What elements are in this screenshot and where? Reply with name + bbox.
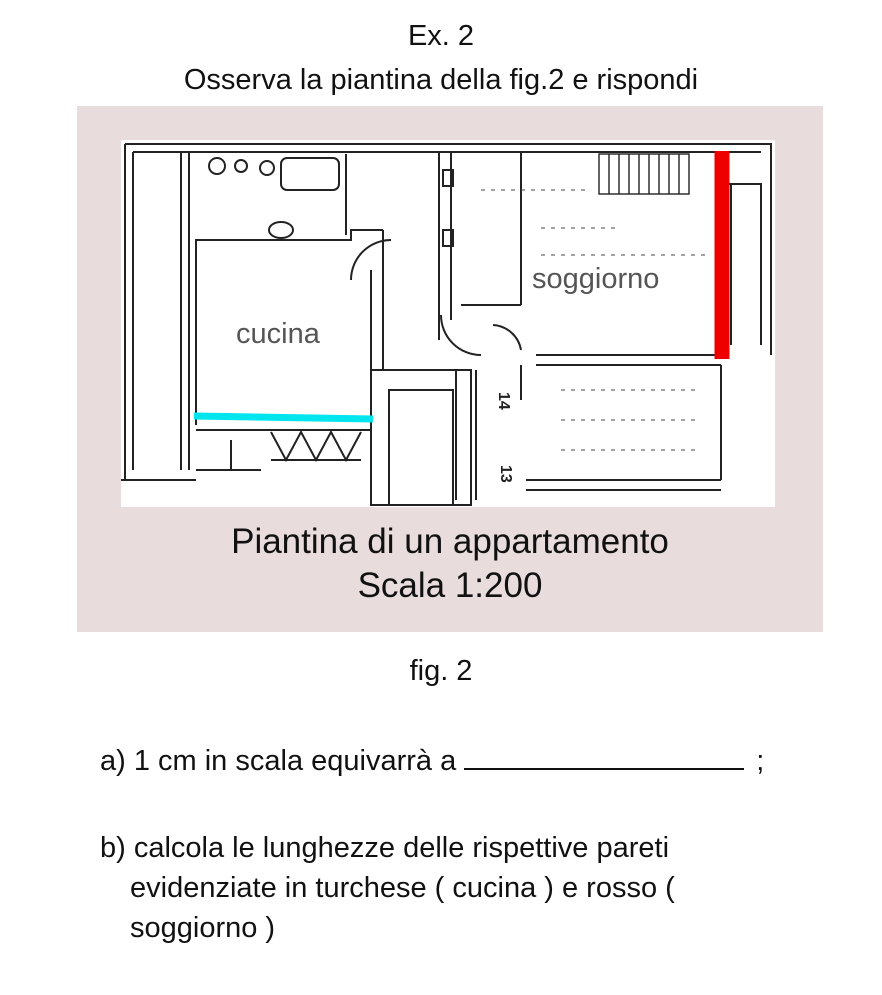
dimension-label-13: 13 bbox=[497, 465, 514, 483]
instruction-text: Osserva la piantina della fig.2 e rispondi bbox=[183, 64, 699, 96]
question-b-line1: b) calcola le lunghezze delle rispettive pareti bbox=[100, 832, 670, 864]
question-b bbox=[100, 828, 820, 948]
plan-walls bbox=[121, 144, 771, 505]
floor-plan-drawing bbox=[121, 140, 775, 507]
floor-plan bbox=[121, 140, 775, 507]
dimension-label-14: 14 bbox=[495, 392, 512, 410]
figure-label: fig. 2 bbox=[409, 655, 473, 687]
question-b-line3: soggiorno ) bbox=[130, 912, 276, 944]
question-a-text: a) 1 cm in scala equivarrà a bbox=[100, 745, 457, 777]
question-a bbox=[100, 741, 764, 781]
plan-dashed-lines bbox=[481, 190, 711, 450]
question-a-end: ; bbox=[756, 745, 765, 777]
figure-caption-title: Piantina di un appartamento bbox=[231, 522, 669, 561]
answer-blank[interactable] bbox=[464, 742, 744, 770]
figure-caption-scale: Scala 1:200 bbox=[357, 566, 543, 605]
room-label-kitchen: cucina bbox=[236, 318, 320, 350]
kitchen-wall-highlight bbox=[194, 416, 373, 419]
question-b-line2: evidenziate in turchese ( cucina ) e rosso ( bbox=[130, 872, 675, 904]
exercise-title: Ex. 2 bbox=[407, 20, 475, 52]
room-label-living: soggiorno bbox=[532, 263, 660, 295]
